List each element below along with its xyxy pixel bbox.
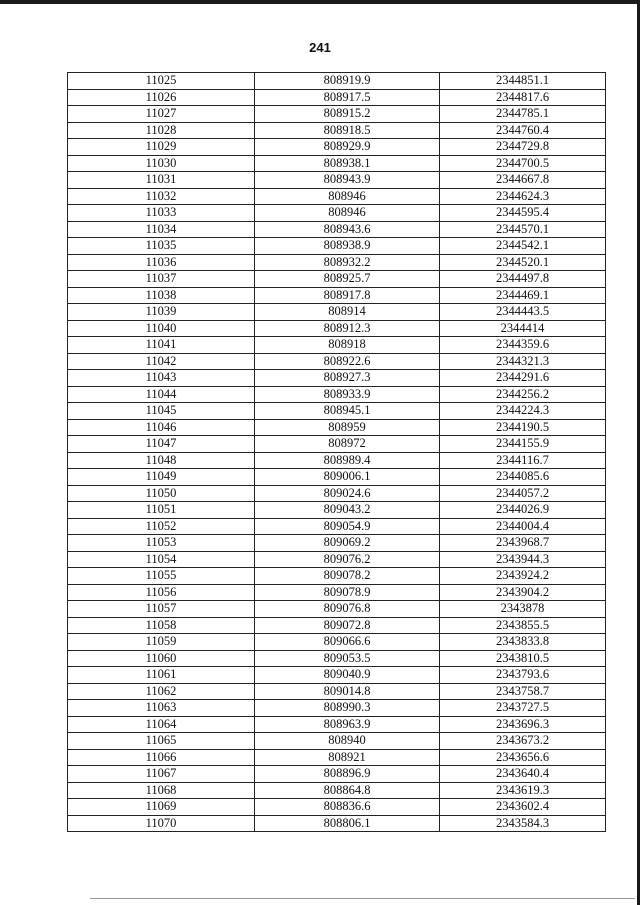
point-id-cell: 11070 — [68, 815, 255, 832]
y-coordinate-cell: 2343944.3 — [440, 551, 606, 568]
y-coordinate-cell: 2344497.8 — [440, 271, 606, 288]
point-id-cell: 11035 — [68, 238, 255, 255]
y-coordinate-cell: 2344224.3 — [440, 403, 606, 420]
point-id-cell: 11054 — [68, 551, 255, 568]
table-row — [68, 386, 606, 403]
table-row — [68, 452, 606, 469]
x-coordinate-cell: 809053.5 — [255, 650, 440, 667]
table-row — [68, 122, 606, 139]
table-row — [68, 815, 606, 832]
bottom-rule — [90, 898, 635, 899]
x-coordinate-cell: 808945.1 — [255, 403, 440, 420]
point-id-cell: 11050 — [68, 485, 255, 502]
y-coordinate-cell: 2344760.4 — [440, 122, 606, 139]
table-row — [68, 254, 606, 271]
y-coordinate-cell: 2344443.5 — [440, 304, 606, 321]
y-coordinate-cell: 2343810.5 — [440, 650, 606, 667]
table-row — [68, 419, 606, 436]
y-coordinate-cell: 2344026.9 — [440, 502, 606, 519]
y-coordinate-cell: 2344667.8 — [440, 172, 606, 189]
point-id-cell: 11055 — [68, 568, 255, 585]
x-coordinate-cell: 809066.6 — [255, 634, 440, 651]
x-coordinate-cell: 809072.8 — [255, 617, 440, 634]
table-row — [68, 469, 606, 486]
table-row — [68, 436, 606, 453]
point-id-cell: 11069 — [68, 799, 255, 816]
y-coordinate-cell: 2344817.6 — [440, 89, 606, 106]
x-coordinate-cell: 809069.2 — [255, 535, 440, 552]
x-coordinate-cell: 808915.2 — [255, 106, 440, 123]
y-coordinate-cell: 2343673.2 — [440, 733, 606, 750]
scan-edge-top — [0, 0, 640, 4]
x-coordinate-cell: 808896.9 — [255, 766, 440, 783]
table-row — [68, 551, 606, 568]
point-id-cell: 11042 — [68, 353, 255, 370]
table-row — [68, 89, 606, 106]
x-coordinate-cell: 808940 — [255, 733, 440, 750]
table-row — [68, 320, 606, 337]
table-row — [68, 782, 606, 799]
page-number: 241 — [309, 40, 331, 55]
y-coordinate-cell: 2343833.8 — [440, 634, 606, 651]
table-row — [68, 584, 606, 601]
y-coordinate-cell: 2344190.5 — [440, 419, 606, 436]
x-coordinate-cell: 809014.8 — [255, 683, 440, 700]
point-id-cell: 11040 — [68, 320, 255, 337]
y-coordinate-cell: 2343727.5 — [440, 700, 606, 717]
point-id-cell: 11036 — [68, 254, 255, 271]
table-row — [68, 287, 606, 304]
table-row — [68, 221, 606, 238]
y-coordinate-cell: 2343656.6 — [440, 749, 606, 766]
x-coordinate-cell: 808932.2 — [255, 254, 440, 271]
x-coordinate-cell: 808959 — [255, 419, 440, 436]
x-coordinate-cell: 808836.6 — [255, 799, 440, 816]
point-id-cell: 11025 — [68, 73, 255, 90]
x-coordinate-cell: 808972 — [255, 436, 440, 453]
table-row — [68, 155, 606, 172]
x-coordinate-cell: 808990.3 — [255, 700, 440, 717]
table-row — [68, 337, 606, 354]
y-coordinate-cell: 2343758.7 — [440, 683, 606, 700]
point-id-cell: 11044 — [68, 386, 255, 403]
point-id-cell: 11045 — [68, 403, 255, 420]
point-id-cell: 11029 — [68, 139, 255, 156]
point-id-cell: 11052 — [68, 518, 255, 535]
point-id-cell: 11046 — [68, 419, 255, 436]
table-row — [68, 535, 606, 552]
table-row — [68, 716, 606, 733]
x-coordinate-cell: 808914 — [255, 304, 440, 321]
point-id-cell: 11041 — [68, 337, 255, 354]
point-id-cell: 11063 — [68, 700, 255, 717]
y-coordinate-cell: 2344359.6 — [440, 337, 606, 354]
y-coordinate-cell: 2344469.1 — [440, 287, 606, 304]
y-coordinate-cell: 2343855.5 — [440, 617, 606, 634]
x-coordinate-cell: 808938.1 — [255, 155, 440, 172]
table-row — [68, 271, 606, 288]
table-row — [68, 188, 606, 205]
point-id-cell: 11065 — [68, 733, 255, 750]
coordinate-table — [67, 72, 606, 832]
x-coordinate-cell: 809024.6 — [255, 485, 440, 502]
table-row — [68, 667, 606, 684]
table-row — [68, 601, 606, 618]
point-id-cell: 11051 — [68, 502, 255, 519]
table-row — [68, 403, 606, 420]
table-row — [68, 733, 606, 750]
x-coordinate-cell: 809076.8 — [255, 601, 440, 618]
table-row — [68, 568, 606, 585]
x-coordinate-cell: 808921 — [255, 749, 440, 766]
table-row — [68, 139, 606, 156]
y-coordinate-cell: 2343968.7 — [440, 535, 606, 552]
point-id-cell: 11060 — [68, 650, 255, 667]
x-coordinate-cell: 808918 — [255, 337, 440, 354]
y-coordinate-cell: 2344414 — [440, 320, 606, 337]
coordinate-table-body — [68, 73, 606, 832]
y-coordinate-cell: 2344155.9 — [440, 436, 606, 453]
point-id-cell: 11059 — [68, 634, 255, 651]
point-id-cell: 11058 — [68, 617, 255, 634]
point-id-cell: 11043 — [68, 370, 255, 387]
table-row — [68, 353, 606, 370]
y-coordinate-cell: 2343924.2 — [440, 568, 606, 585]
x-coordinate-cell: 808927.3 — [255, 370, 440, 387]
table-row — [68, 518, 606, 535]
table-row — [68, 683, 606, 700]
table-row — [68, 172, 606, 189]
y-coordinate-cell: 2344291.6 — [440, 370, 606, 387]
y-coordinate-cell: 2343793.6 — [440, 667, 606, 684]
table-row — [68, 205, 606, 222]
y-coordinate-cell: 2344520.1 — [440, 254, 606, 271]
y-coordinate-cell: 2344542.1 — [440, 238, 606, 255]
table-row — [68, 502, 606, 519]
x-coordinate-cell: 808919.9 — [255, 73, 440, 90]
table-row — [68, 238, 606, 255]
y-coordinate-cell: 2344851.1 — [440, 73, 606, 90]
point-id-cell: 11062 — [68, 683, 255, 700]
x-coordinate-cell: 809040.9 — [255, 667, 440, 684]
table-row — [68, 370, 606, 387]
y-coordinate-cell: 2344700.5 — [440, 155, 606, 172]
point-id-cell: 11034 — [68, 221, 255, 238]
point-id-cell: 11047 — [68, 436, 255, 453]
x-coordinate-cell: 809054.9 — [255, 518, 440, 535]
point-id-cell: 11026 — [68, 89, 255, 106]
y-coordinate-cell: 2344256.2 — [440, 386, 606, 403]
table-row — [68, 766, 606, 783]
x-coordinate-cell: 809043.2 — [255, 502, 440, 519]
point-id-cell: 11066 — [68, 749, 255, 766]
point-id-cell: 11061 — [68, 667, 255, 684]
x-coordinate-cell: 808933.9 — [255, 386, 440, 403]
point-id-cell: 11037 — [68, 271, 255, 288]
x-coordinate-cell: 809078.9 — [255, 584, 440, 601]
x-coordinate-cell: 808943.9 — [255, 172, 440, 189]
point-id-cell: 11048 — [68, 452, 255, 469]
x-coordinate-cell: 808946 — [255, 205, 440, 222]
point-id-cell: 11068 — [68, 782, 255, 799]
y-coordinate-cell: 2344004.4 — [440, 518, 606, 535]
y-coordinate-cell: 2344057.2 — [440, 485, 606, 502]
table-row — [68, 650, 606, 667]
x-coordinate-cell: 809076.2 — [255, 551, 440, 568]
point-id-cell: 11028 — [68, 122, 255, 139]
y-coordinate-cell: 2344595.4 — [440, 205, 606, 222]
point-id-cell: 11064 — [68, 716, 255, 733]
table-row — [68, 700, 606, 717]
x-coordinate-cell: 808925.7 — [255, 271, 440, 288]
y-coordinate-cell: 2343584.3 — [440, 815, 606, 832]
y-coordinate-cell: 2343904.2 — [440, 584, 606, 601]
x-coordinate-cell: 808918.5 — [255, 122, 440, 139]
table-row — [68, 749, 606, 766]
x-coordinate-cell: 808963.9 — [255, 716, 440, 733]
x-coordinate-cell: 809006.1 — [255, 469, 440, 486]
x-coordinate-cell: 808946 — [255, 188, 440, 205]
y-coordinate-cell: 2343696.3 — [440, 716, 606, 733]
y-coordinate-cell: 2343602.4 — [440, 799, 606, 816]
point-id-cell: 11053 — [68, 535, 255, 552]
x-coordinate-cell: 808806.1 — [255, 815, 440, 832]
point-id-cell: 11027 — [68, 106, 255, 123]
point-id-cell: 11033 — [68, 205, 255, 222]
table-row — [68, 106, 606, 123]
x-coordinate-cell: 808943.6 — [255, 221, 440, 238]
x-coordinate-cell: 808917.8 — [255, 287, 440, 304]
y-coordinate-cell: 2344085.6 — [440, 469, 606, 486]
point-id-cell: 11067 — [68, 766, 255, 783]
table-row — [68, 617, 606, 634]
x-coordinate-cell: 808922.6 — [255, 353, 440, 370]
y-coordinate-cell: 2344729.8 — [440, 139, 606, 156]
table-row — [68, 634, 606, 651]
x-coordinate-cell: 808864.8 — [255, 782, 440, 799]
table-row — [68, 73, 606, 90]
x-coordinate-cell: 808929.9 — [255, 139, 440, 156]
table-row — [68, 485, 606, 502]
y-coordinate-cell: 2344116.7 — [440, 452, 606, 469]
y-coordinate-cell: 2343619.3 — [440, 782, 606, 799]
table-row — [68, 304, 606, 321]
y-coordinate-cell: 2344570.1 — [440, 221, 606, 238]
point-id-cell: 11056 — [68, 584, 255, 601]
y-coordinate-cell: 2344321.3 — [440, 353, 606, 370]
x-coordinate-cell: 808989.4 — [255, 452, 440, 469]
y-coordinate-cell: 2344624.3 — [440, 188, 606, 205]
y-coordinate-cell: 2343878 — [440, 601, 606, 618]
x-coordinate-cell: 808917.5 — [255, 89, 440, 106]
x-coordinate-cell: 808938.9 — [255, 238, 440, 255]
point-id-cell: 11057 — [68, 601, 255, 618]
table-row — [68, 799, 606, 816]
point-id-cell: 11032 — [68, 188, 255, 205]
y-coordinate-cell: 2343640.4 — [440, 766, 606, 783]
x-coordinate-cell: 809078.2 — [255, 568, 440, 585]
point-id-cell: 11031 — [68, 172, 255, 189]
y-coordinate-cell: 2344785.1 — [440, 106, 606, 123]
x-coordinate-cell: 808912.3 — [255, 320, 440, 337]
point-id-cell: 11030 — [68, 155, 255, 172]
point-id-cell: 11038 — [68, 287, 255, 304]
point-id-cell: 11049 — [68, 469, 255, 486]
point-id-cell: 11039 — [68, 304, 255, 321]
